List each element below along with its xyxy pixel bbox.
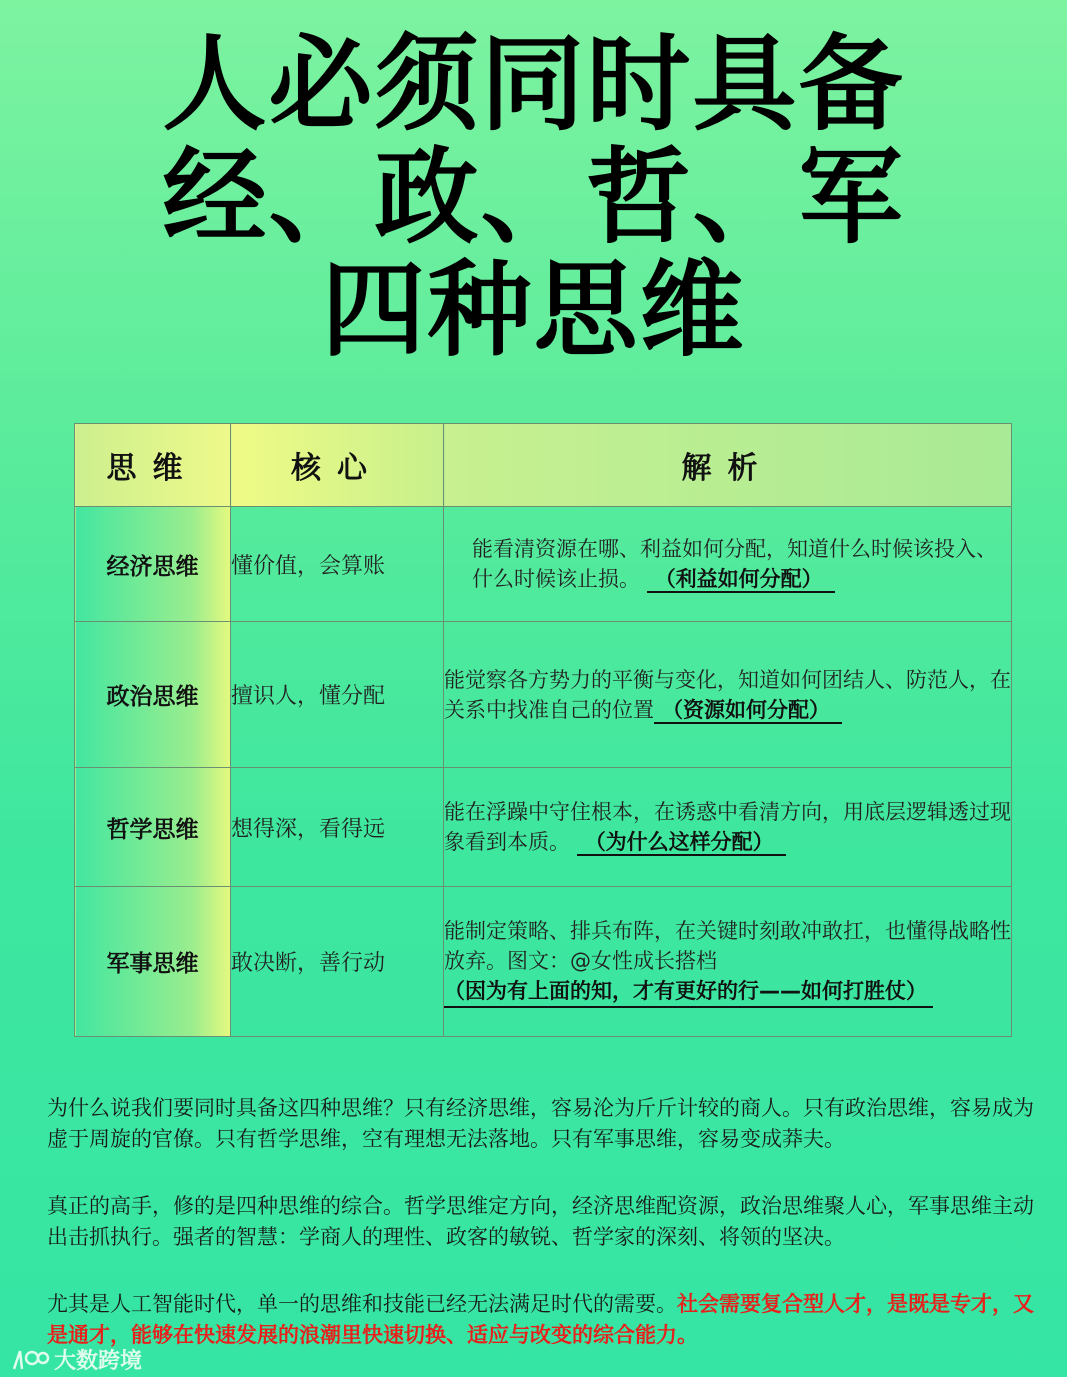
paragraph-why: 为什么说我们要同时具备这四种思维？只有经济思维，容易沦为斤斤计较的商人。只有政治思维，容易成为虚于周旋的官僚。只有哲学思维，空有理想无法落地。只有军事思维，容易变成莽夫。 bbox=[47, 1096, 1034, 1151]
row-core: 敢决断，善行动 bbox=[231, 887, 444, 1037]
paragraph-ai-era bbox=[47, 1289, 1037, 1351]
paragraph-master: 真正的高手，修的是四种思维的综合。哲学思维定方向，经济思维配资源，政治思维聚人心，军事思维主动出击抓执行。强者的智慧：学商人的理性、政客的敏锐、哲学家的深刻、将领的坚决。 bbox=[47, 1194, 1034, 1249]
row-analysis-tag: （利益如何分配） bbox=[647, 567, 835, 593]
title-line-3: 四种思维 bbox=[321, 249, 746, 371]
table-row bbox=[75, 768, 1012, 887]
row-name: 军事思维 bbox=[75, 887, 231, 1037]
row-analysis bbox=[444, 768, 1012, 887]
thinking-table bbox=[74, 423, 1012, 1037]
row-analysis-text: 能觉察各方势力的平衡与变化，知道如何团结人、防范人，在关系中找准自己的位置 bbox=[444, 667, 1011, 722]
page-title bbox=[0, 23, 1067, 371]
paragraph-ai-era-text: 尤其是人工智能时代，单一的思维和技能已经无法满足时代的需要。 bbox=[47, 1292, 677, 1316]
row-analysis-tag: （资源如何分配） bbox=[654, 698, 842, 724]
watermark bbox=[10, 1344, 142, 1375]
row-analysis-tag: （因为有上面的知，才有更好的行——如何打胜仗） bbox=[444, 976, 933, 1008]
paragraph-ai-era-emphasis: 社会需要复合型人才，是既是专才，又是通才，能够在快速发展的浪潮里快速切换、适应与改变的综合能力。 bbox=[47, 1292, 1034, 1347]
header-analysis: 解析 bbox=[444, 424, 1012, 507]
row-analysis-text: 能在浮躁中守住根本，在诱惑中看清方向，用底层逻辑透过现象看到本质。 bbox=[444, 800, 1011, 854]
row-analysis bbox=[444, 507, 1012, 622]
row-core: 擅识人，懂分配 bbox=[231, 622, 444, 768]
title-line-2: 经、政、哲、军 bbox=[162, 136, 905, 258]
row-analysis-tag: （为什么这样分配） bbox=[577, 830, 786, 856]
table-header-row bbox=[75, 424, 1012, 507]
header-core: 核心 bbox=[231, 424, 444, 507]
row-core: 想得深，看得远 bbox=[231, 768, 444, 887]
row-analysis bbox=[444, 887, 1012, 1037]
table-row bbox=[75, 507, 1012, 622]
row-name: 哲学思维 bbox=[75, 768, 231, 887]
title-line-1: 人必须同时具备 bbox=[162, 23, 905, 145]
row-analysis-text: 能制定策略、排兵布阵，在关键时刻敢冲敢扛，也懂得战略性放弃。图文：@女性成长搭档 bbox=[444, 918, 1011, 973]
table-row bbox=[75, 622, 1012, 768]
row-name: 经济思维 bbox=[75, 507, 231, 622]
row-analysis bbox=[444, 622, 1012, 768]
table-row bbox=[75, 887, 1012, 1037]
row-analysis-text: 能看清资源在哪、利益如何分配，知道什么时候该投入、什么时候该止损。 bbox=[472, 537, 997, 591]
row-name: 政治思维 bbox=[75, 622, 231, 768]
header-thinking: 思维 bbox=[75, 424, 231, 507]
row-core: 懂价值，会算账 bbox=[231, 507, 444, 622]
watermark-logo-icon bbox=[10, 1347, 50, 1373]
watermark-text: 大数跨境 bbox=[54, 1349, 143, 1374]
